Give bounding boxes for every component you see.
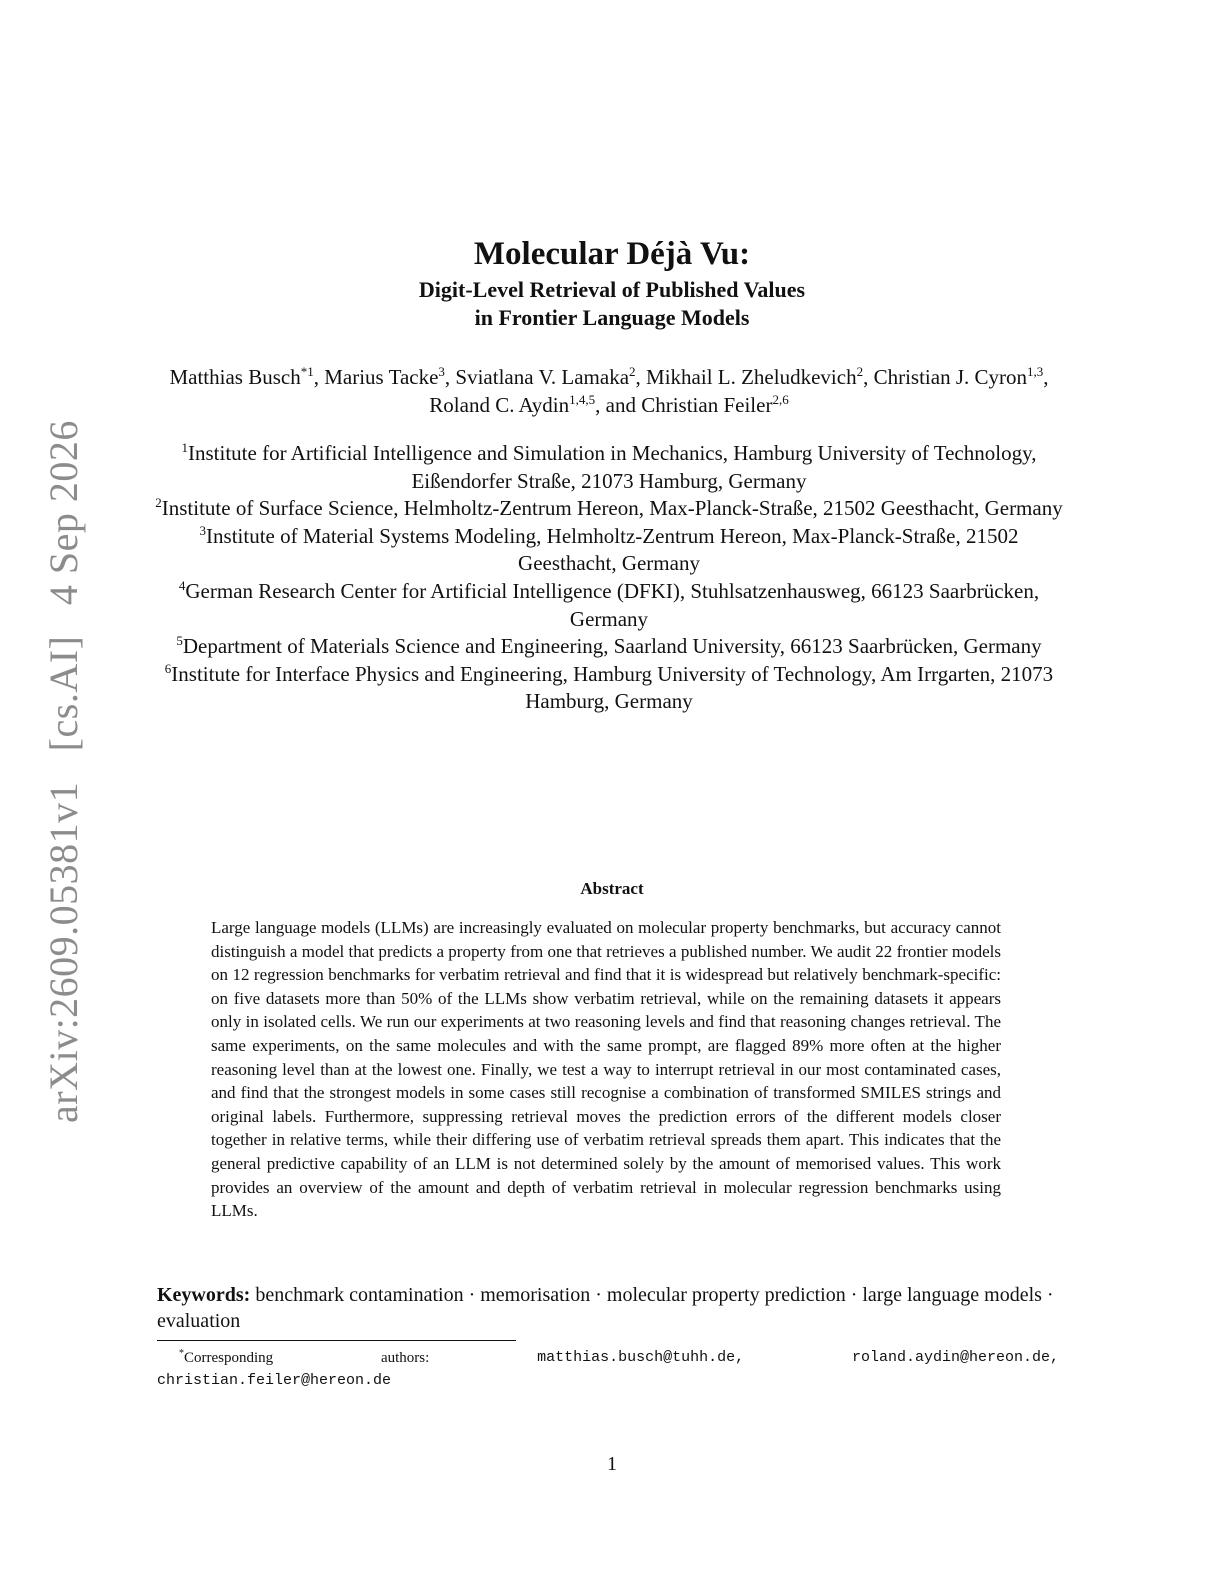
footnote-word: Corresponding <box>184 1350 274 1366</box>
author-affil-sup: 2 <box>856 364 864 379</box>
page-number: 1 <box>607 1453 617 1475</box>
arxiv-category: [cs.AI] <box>41 635 86 752</box>
author-name: Christian J. Cyron <box>873 365 1027 389</box>
affiliation-text: Institute of Material Systems Modeling, Helmholtz-Zentrum Hereon, Max-Planck-Straße, 21502 Geesthacht, Germany <box>206 523 1019 576</box>
keywords-section <box>157 1282 1057 1334</box>
corresponding-authors-footnote <box>157 1347 1059 1392</box>
affiliation-item <box>150 440 1068 495</box>
author-name: Marius Tacke <box>324 365 439 389</box>
affiliation-text: Institute of Surface Science, Helmholtz-Zentrum Hereon, Max-Planck-Straße, 21502 Geesthacht, Germany <box>161 496 1063 521</box>
email-link[interactable]: roland.aydin@hereon.de, <box>851 1349 1059 1366</box>
arxiv-side-stamp <box>41 420 86 1133</box>
affiliation-number: 4 <box>178 577 186 593</box>
affiliation-number: 6 <box>164 660 172 676</box>
author-name: Matthias Busch <box>169 365 301 389</box>
footnote-rule <box>157 1340 516 1341</box>
affiliation-item <box>150 495 1068 523</box>
author-affil-sup: 1,4,5 <box>569 392 596 407</box>
author-affil-sup: 2 <box>629 364 636 379</box>
author-connector: and <box>605 393 636 417</box>
affiliation-number: 2 <box>155 495 162 511</box>
author-affil-sup: *1 <box>300 364 314 379</box>
arxiv-date: 4 Sep 2026 <box>41 420 86 606</box>
affiliation-item <box>150 523 1068 578</box>
affiliation-number: 5 <box>176 633 183 649</box>
author-affil-sup: 3 <box>438 364 445 379</box>
affiliation-list <box>150 440 1068 716</box>
affiliation-item <box>150 578 1068 633</box>
arxiv-id: arXiv:2609.05381v1 <box>41 781 86 1123</box>
affiliation-number: 1 <box>181 440 189 455</box>
affiliation-text: German Research Center for Artificial Intelligence (DFKI), Stuhlsatzenhausweg, 66123 Saarbrücken, Germany <box>185 578 1040 631</box>
keywords-label: Keywords: <box>157 1284 251 1306</box>
author-affil-sup: 2,6 <box>772 392 789 407</box>
affiliation-text: Institute for Interface Physics and Engineering, Hamburg University of Technology, Am Irrgarten, 21073 Hamburg, Germany <box>171 661 1054 714</box>
footnote-marker: * <box>179 1348 184 1359</box>
abstract-heading: Abstract <box>580 879 644 898</box>
email-link[interactable]: matthias.busch@tuhh.de, <box>537 1349 745 1366</box>
affiliation-item <box>150 633 1068 661</box>
abstract-text: Large language models (LLMs) are increasingly evaluated on molecular property benchmarks, but accuracy cannot distinguish a model that predicts a property from one that retrieves a published number. We audit 22 frontier models on 12 regression benchmarks for verbatim retrieval and find that it is widespread but relatively benchmark-specific: on five datasets more than 50% of the LLMs show verbatim retrieval, while on the remaining datasets it appears only in isolated cells. We run our experiments at two reasoning levels and find that reasoning changes retrieval. The same experiments, on the same molecules and with the same prompt, are flagged 89% more often at the higher reasoning level than at the lowest one. Finally, we test a way to interrupt retrieval in our most contaminated cases, and find that the strongest models in some cases still recognise a combination of transformed SMILES strings and original labels. Furthermore, suppressing retrieval moves the prediction errors of the different models closer together in relative terms, while their differing use of verbatim retrieval spreads them apart. This indicates that the general predictive capability of an LLM is not determined solely by the amount of memorised values. This work provides an overview of the amount and depth of verbatim retrieval in molecular regression benchmarks using LLMs. <box>211 918 1001 1221</box>
footnote-line <box>157 1347 1059 1369</box>
subtitle-line-2: in Frontier Language Models <box>474 305 750 330</box>
author-list: Matthias Busch$^{*1}$, Marius Tacke$^3$, Sviatlana V. Lamaka$^2$, Mikhail L. Zheludkevich$^2$, Christian J. Cyron$^{1,3}$, Roland C. Aydin$^{1,4,5}$, and Christian Feiler$^{2,6}$ <box>169 364 1049 417</box>
affiliation-item <box>150 661 1068 716</box>
footnote-word: authors: <box>380 1350 430 1366</box>
author-name: Sviatlana V. Lamaka <box>455 365 630 389</box>
keywords-text: benchmark contamination · memorisation · molecular property prediction · large language models · evaluation <box>157 1284 1054 1332</box>
subtitle-line-1: Digit-Level Retrieval of Published Values <box>418 277 806 302</box>
affiliation-text: Department of Materials Science and Engineering, Saarland University, 66123 Saarbrücken, Germany <box>182 634 1042 659</box>
email-link[interactable]: christian.feiler@hereon.de <box>157 1372 392 1389</box>
affiliation-number: 3 <box>199 522 207 538</box>
paper-title: Molecular Déjà Vu: <box>473 236 751 272</box>
author-name: Mikhail L. Zheludkevich <box>646 365 857 389</box>
author-name: Roland C. Aydin <box>429 393 570 417</box>
author-affil-sup: 1,3 <box>1027 364 1044 379</box>
affiliation-text: Institute for Artificial Intelligence and Simulation in Mechanics, Hamburg University of Technology, Eißendorfer Straße, 21073 Hamburg, Germany <box>188 441 1037 493</box>
author-name: Christian Feiler <box>641 393 773 417</box>
paper-subtitle <box>0 276 1224 332</box>
